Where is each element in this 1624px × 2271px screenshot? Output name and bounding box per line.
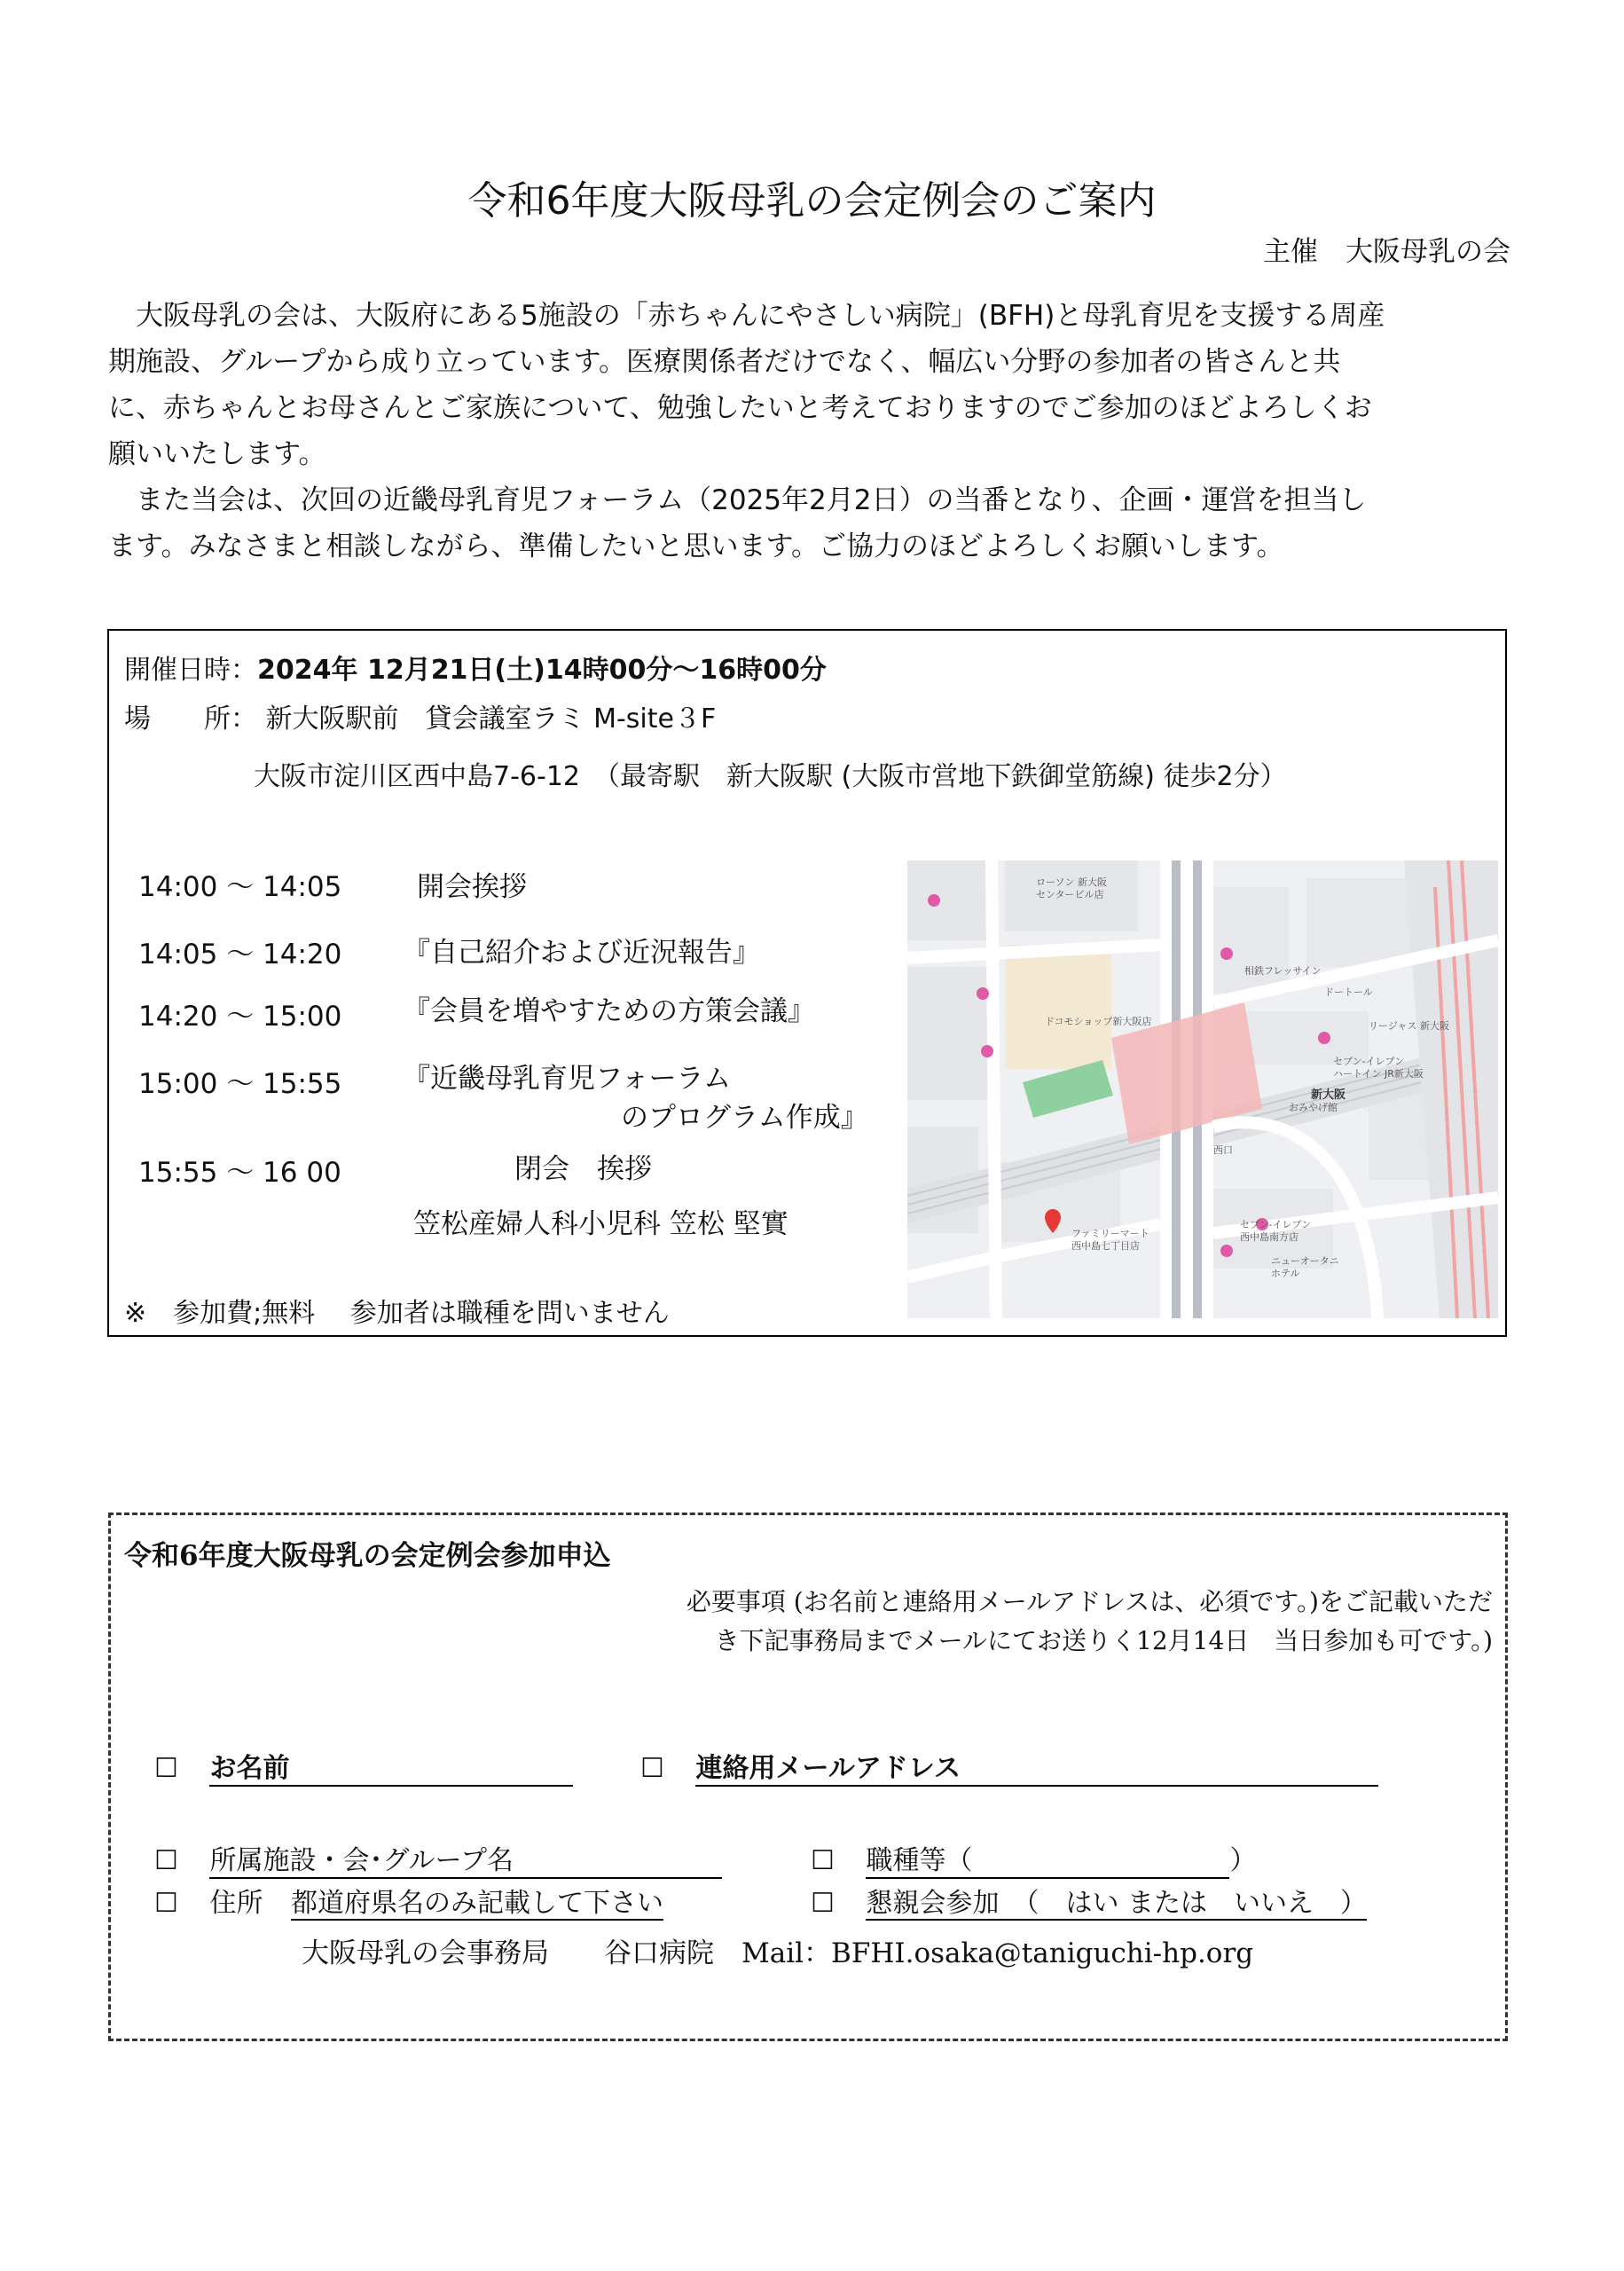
map-label: 西口 (1213, 1144, 1233, 1156)
email-field[interactable] (640, 1746, 1378, 1787)
affiliation-field[interactable] (154, 1838, 722, 1879)
party-label: 懇親会参加 （ はい または いいえ ） (866, 1888, 1367, 1919)
event-place (124, 696, 716, 735)
place-label: 場 所： (124, 703, 257, 735)
intro-line: また当会は、次回の近畿母乳育児フォーラム（2025年2月2日）の当番となり、企画・運営を担当し (136, 484, 1367, 516)
map-label: 西中島七丁目店 (1071, 1240, 1140, 1252)
place-value: 新大阪駅前 貸会議室ラミ M-site３F (265, 703, 717, 735)
checkbox[interactable]: ☐ (811, 1845, 835, 1876)
occupation-label: 職種等（ (866, 1838, 1229, 1879)
schedule-item-cont: のプログラム作成』 (621, 1102, 868, 1134)
map-station-label: 新大阪 (1311, 1088, 1346, 1102)
intro-line: 願いいたします。 (108, 438, 326, 470)
closing-speaker: 笠松産婦人科小児科 笠松 堅實 (413, 1208, 788, 1240)
intro-line: に、赤ちゃんとお母さんとご家族について、勉強したいと考えておりますのでご参加のほどよろしくお (108, 392, 1372, 424)
map-label: ニューオータニ (1271, 1255, 1339, 1267)
page-title: 令和6年度大阪母乳の会定例会のご案内 (467, 178, 1157, 224)
map-label: 相鉄フレッサイン (1244, 965, 1322, 977)
organizer: 主催 大阪母乳の会 (1263, 236, 1510, 268)
affiliation-label: 所属施設・会･グループ名 (209, 1838, 722, 1879)
map-label: ローソン 新大阪 (1036, 876, 1108, 888)
checkbox[interactable]: ☐ (640, 1753, 664, 1784)
occupation-field[interactable] (811, 1838, 1256, 1879)
schedule-time: 15:00 ～ 15:55 (138, 1068, 342, 1100)
address-label: 住所 (209, 1888, 263, 1919)
date-label: 開催日時： (124, 655, 257, 686)
schedule-time: 14:00 ～ 14:05 (138, 871, 342, 903)
occupation-close: ） (1229, 1845, 1257, 1876)
checkbox[interactable]: ☐ (154, 1888, 178, 1919)
form-title: 令和6年度大阪母乳の会定例会参加申込 (124, 1540, 611, 1572)
schedule-item: 『会員を増やすための方策会議』 (403, 995, 815, 1027)
map-image (907, 860, 1498, 1318)
intro-line: 期施設、グループから成り立っています。医療関係者だけでなく、幅広い分野の参加者の皆さんと共 (108, 346, 1341, 378)
schedule-item: 『近畿母乳育児フォーラム (403, 1063, 732, 1095)
map-label: おみやげ館 (1289, 1102, 1338, 1113)
name-label: お名前 (209, 1746, 573, 1787)
map-label: ファミリーマート (1071, 1228, 1149, 1239)
map-label: ホテル (1271, 1268, 1300, 1279)
schedule-time: 15:55 ～ 16 00 (138, 1157, 341, 1189)
map-label: ドコモショップ新大阪店 (1045, 1016, 1152, 1027)
schedule-item: 閉会 挨拶 (514, 1153, 652, 1185)
name-field[interactable] (154, 1746, 573, 1787)
schedule-time: 14:05 ～ 14:20 (138, 939, 342, 970)
schedule-item: 開会挨拶 (417, 871, 527, 903)
checkbox[interactable]: ☐ (811, 1888, 835, 1919)
location-map[interactable] (907, 860, 1498, 1318)
map-label: 西中島南方店 (1240, 1231, 1298, 1243)
intro-line: ます。みなさまと相談しながら、準備したいと思います。ご協力のほどよろしくお願いします。 (108, 530, 1284, 562)
address-hint: 都道府県名のみ記載して下さい (291, 1888, 663, 1919)
schedule-item: 『自己紹介および近況報告』 (403, 937, 760, 969)
map-label: ハートイン JR新大阪 (1333, 1068, 1424, 1080)
map-label: ドートール (1324, 986, 1373, 998)
event-date (124, 648, 827, 687)
event-address: 大阪市淀川区西中島7-6-12 （最寄駅 新大阪駅 (大阪市営地下鉄御堂筋線) 徒歩2分） (254, 761, 1287, 792)
checkbox[interactable]: ☐ (154, 1753, 178, 1784)
form-requirements: 必要事項 (お名前と連絡用メールアドレスは、必須です。)をご記載いただ (686, 1587, 1493, 1616)
party-field[interactable] (811, 1881, 1367, 1920)
form-requirements-2: き下記事務局までメールにてお送りく12月14日 当日参加も可です。) (714, 1626, 1493, 1655)
address-field[interactable] (154, 1881, 663, 1920)
intro-text (108, 293, 1518, 570)
map-label: セブン-イレブン (1333, 1056, 1405, 1067)
map-label: センタービル店 (1036, 889, 1104, 900)
schedule-time: 14:20 ～ 15:00 (138, 1001, 342, 1033)
map-label: セブン-イレブン (1240, 1219, 1312, 1230)
participation-note: ※ 参加費;無料 参加者は職種を問いません (124, 1298, 670, 1329)
intro-line: 大阪母乳の会は、大阪府にある5施設の「赤ちゃんにやさしい病院」(BFH)と母乳育児を支援する周産 (136, 300, 1385, 332)
date-value: 2024年 12月21日(土)14時00分～16時00分 (257, 655, 827, 686)
checkbox[interactable]: ☐ (154, 1845, 178, 1876)
map-label: リージャス 新大阪 (1369, 1020, 1450, 1032)
contact-footer: 大阪母乳の会事務局 谷口病院 Mail：BFHI.osaka@taniguchi-hp.org (302, 1937, 1254, 1969)
email-label: 連絡用メールアドレス (695, 1746, 1378, 1787)
